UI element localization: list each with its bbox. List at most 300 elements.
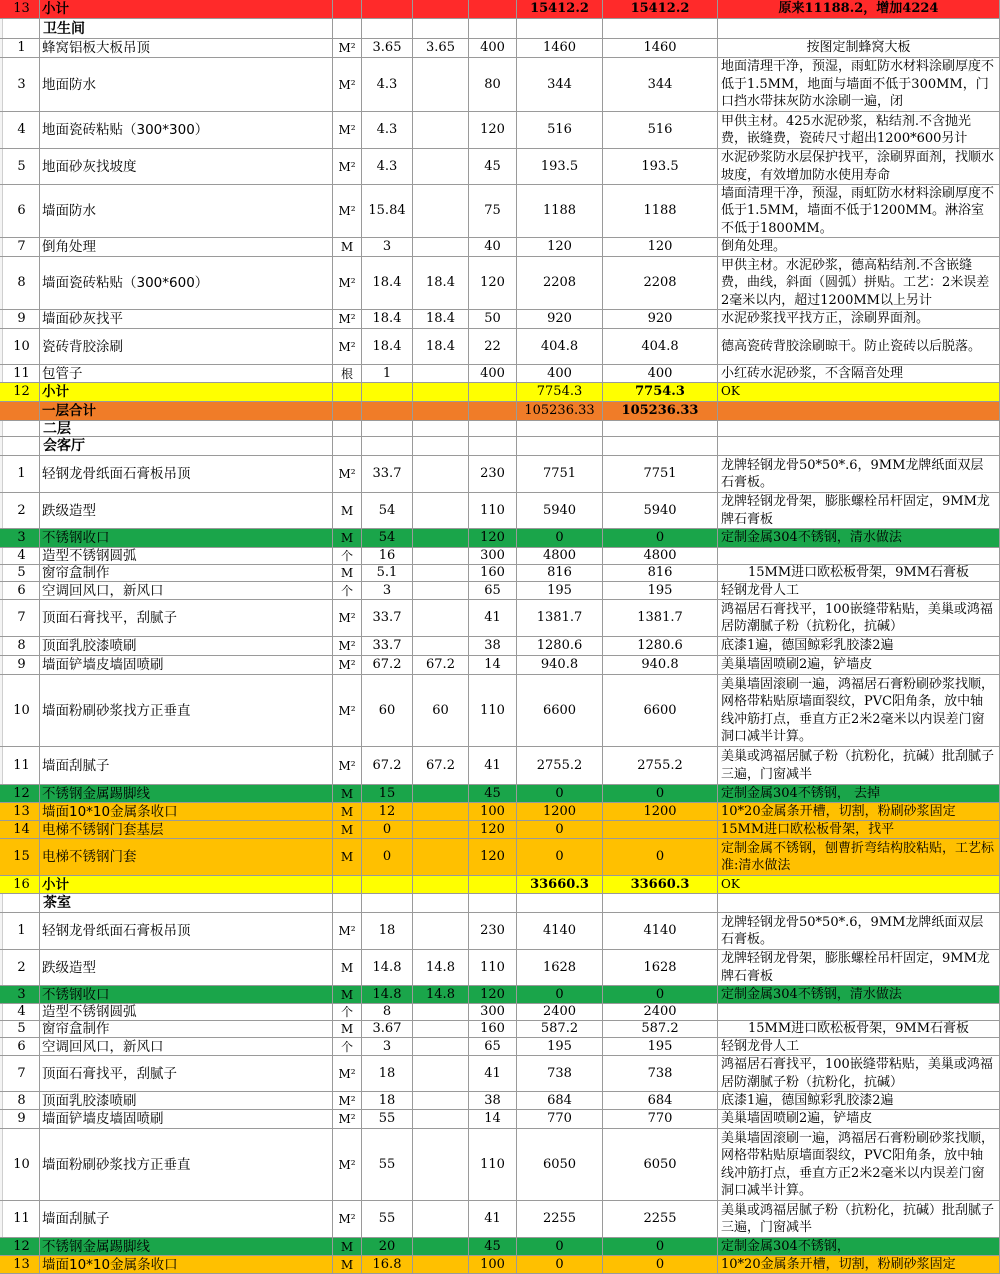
cell-price[interactable] bbox=[469, 1256, 517, 1273]
cell-qty[interactable] bbox=[362, 675, 413, 746]
cell-no[interactable] bbox=[4, 747, 40, 784]
cell-no[interactable] bbox=[4, 1092, 40, 1109]
cell-total2[interactable] bbox=[603, 257, 718, 309]
cell-note[interactable] bbox=[718, 421, 1000, 436]
cell-total2[interactable] bbox=[603, 39, 718, 57]
cell-qty[interactable] bbox=[362, 149, 413, 184]
cell-note[interactable] bbox=[718, 1092, 1000, 1109]
cell-price[interactable] bbox=[469, 565, 517, 581]
cell-price[interactable] bbox=[469, 785, 517, 802]
cell-price[interactable] bbox=[469, 548, 517, 564]
cell-no[interactable] bbox=[4, 1004, 40, 1020]
cell-qty[interactable] bbox=[362, 839, 413, 875]
cell-no[interactable] bbox=[4, 894, 40, 912]
cell-name[interactable] bbox=[40, 839, 333, 875]
cell-qty2[interactable] bbox=[413, 1092, 469, 1109]
cell-qty2[interactable] bbox=[413, 986, 469, 1003]
cell-total2[interactable] bbox=[603, 493, 718, 528]
cell-unit[interactable] bbox=[333, 19, 362, 38]
cell-name[interactable] bbox=[40, 493, 333, 528]
cell-qty2[interactable] bbox=[413, 582, 469, 599]
cell-note[interactable] bbox=[718, 149, 1000, 184]
cell-name[interactable] bbox=[40, 257, 333, 309]
cell-total2[interactable] bbox=[603, 1256, 718, 1273]
cell-qty2[interactable] bbox=[413, 656, 469, 674]
cell-price[interactable] bbox=[469, 257, 517, 309]
cell-name[interactable] bbox=[40, 637, 333, 655]
cell-total[interactable] bbox=[517, 913, 603, 949]
cell-qty2[interactable] bbox=[413, 437, 469, 455]
cell-price[interactable] bbox=[469, 894, 517, 912]
cell-unit[interactable] bbox=[333, 437, 362, 455]
cell-no[interactable] bbox=[4, 310, 40, 328]
cell-total2[interactable] bbox=[603, 656, 718, 674]
cell-qty2[interactable] bbox=[413, 529, 469, 547]
cell-price[interactable] bbox=[469, 529, 517, 547]
cell-qty2[interactable] bbox=[413, 402, 469, 420]
cell-unit[interactable] bbox=[333, 456, 362, 492]
cell-note[interactable] bbox=[718, 600, 1000, 636]
cell-unit[interactable] bbox=[333, 493, 362, 528]
cell-price[interactable] bbox=[469, 656, 517, 674]
cell-qty[interactable] bbox=[362, 310, 413, 328]
cell-name[interactable] bbox=[40, 529, 333, 547]
cell-unit[interactable] bbox=[333, 839, 362, 875]
cell-qty[interactable] bbox=[362, 456, 413, 492]
cell-total2[interactable] bbox=[603, 582, 718, 599]
cell-total2[interactable] bbox=[603, 600, 718, 636]
cell-qty2[interactable] bbox=[413, 58, 469, 111]
cell-name[interactable] bbox=[40, 1056, 333, 1091]
cell-total2[interactable] bbox=[603, 238, 718, 256]
cell-qty[interactable] bbox=[362, 329, 413, 364]
cell-no[interactable] bbox=[4, 149, 40, 184]
cell-unit[interactable] bbox=[333, 1201, 362, 1237]
cell-name[interactable] bbox=[40, 185, 333, 237]
cell-price[interactable] bbox=[469, 1129, 517, 1200]
cell-total2[interactable] bbox=[603, 913, 718, 949]
cell-name[interactable] bbox=[40, 1256, 333, 1273]
cell-no[interactable] bbox=[4, 402, 40, 420]
cell-unit[interactable] bbox=[333, 821, 362, 838]
cell-qty[interactable] bbox=[362, 1129, 413, 1200]
cell-no[interactable] bbox=[4, 365, 40, 382]
cell-total2[interactable] bbox=[603, 421, 718, 436]
cell-qty2[interactable] bbox=[413, 149, 469, 184]
cell-total[interactable] bbox=[517, 257, 603, 309]
cell-total[interactable] bbox=[517, 1021, 603, 1037]
cell-price[interactable] bbox=[469, 185, 517, 237]
cell-name[interactable] bbox=[40, 876, 333, 893]
cell-total[interactable] bbox=[517, 185, 603, 237]
cell-total[interactable] bbox=[517, 437, 603, 455]
cell-note[interactable] bbox=[718, 656, 1000, 674]
cell-note[interactable] bbox=[718, 637, 1000, 655]
cell-note[interactable] bbox=[718, 582, 1000, 599]
cell-note[interactable] bbox=[718, 529, 1000, 547]
cell-price[interactable] bbox=[469, 310, 517, 328]
cell-unit[interactable] bbox=[333, 310, 362, 328]
cell-total[interactable] bbox=[517, 1129, 603, 1200]
cell-qty[interactable] bbox=[362, 19, 413, 38]
cell-total[interactable] bbox=[517, 19, 603, 38]
cell-qty2[interactable] bbox=[413, 493, 469, 528]
cell-total[interactable] bbox=[517, 402, 603, 420]
cell-price[interactable] bbox=[469, 1038, 517, 1055]
cell-total2[interactable] bbox=[603, 529, 718, 547]
cell-price[interactable] bbox=[469, 839, 517, 875]
cell-price[interactable] bbox=[469, 986, 517, 1003]
cell-note[interactable] bbox=[718, 1110, 1000, 1128]
cell-qty[interactable] bbox=[362, 894, 413, 912]
cell-qty2[interactable] bbox=[413, 0, 469, 18]
cell-no[interactable] bbox=[4, 1238, 40, 1255]
cell-note[interactable] bbox=[718, 329, 1000, 364]
cell-qty[interactable] bbox=[362, 950, 413, 985]
cell-price[interactable] bbox=[469, 402, 517, 420]
cell-no[interactable] bbox=[4, 839, 40, 875]
cell-total2[interactable] bbox=[603, 1004, 718, 1020]
cell-unit[interactable] bbox=[333, 39, 362, 57]
cell-total[interactable] bbox=[517, 803, 603, 820]
cell-total2[interactable] bbox=[603, 894, 718, 912]
cell-price[interactable] bbox=[469, 1056, 517, 1091]
cell-total2[interactable] bbox=[603, 1201, 718, 1237]
cell-name[interactable] bbox=[40, 913, 333, 949]
cell-total2[interactable] bbox=[603, 383, 718, 401]
cell-name[interactable] bbox=[40, 58, 333, 111]
cell-note[interactable] bbox=[718, 456, 1000, 492]
cell-qty[interactable] bbox=[362, 493, 413, 528]
cell-qty2[interactable] bbox=[413, 421, 469, 436]
cell-unit[interactable] bbox=[333, 600, 362, 636]
cell-no[interactable] bbox=[4, 329, 40, 364]
cell-name[interactable] bbox=[40, 112, 333, 148]
cell-total[interactable] bbox=[517, 421, 603, 436]
cell-note[interactable] bbox=[718, 310, 1000, 328]
cell-total[interactable] bbox=[517, 894, 603, 912]
cell-total[interactable] bbox=[517, 839, 603, 875]
cell-unit[interactable] bbox=[333, 365, 362, 382]
cell-total2[interactable] bbox=[603, 112, 718, 148]
cell-qty[interactable] bbox=[362, 803, 413, 820]
cell-price[interactable] bbox=[469, 238, 517, 256]
cell-name[interactable] bbox=[40, 1092, 333, 1109]
cell-price[interactable] bbox=[469, 112, 517, 148]
cell-qty[interactable] bbox=[362, 365, 413, 382]
cell-no[interactable] bbox=[4, 600, 40, 636]
cell-unit[interactable] bbox=[333, 1056, 362, 1091]
cell-total2[interactable] bbox=[603, 565, 718, 581]
cell-no[interactable] bbox=[4, 456, 40, 492]
cell-name[interactable] bbox=[40, 1038, 333, 1055]
cell-name[interactable] bbox=[40, 1238, 333, 1255]
cell-price[interactable] bbox=[469, 383, 517, 401]
cell-unit[interactable] bbox=[333, 383, 362, 401]
cell-qty2[interactable] bbox=[413, 894, 469, 912]
cell-no[interactable] bbox=[4, 1021, 40, 1037]
cell-name[interactable] bbox=[40, 149, 333, 184]
cell-total[interactable] bbox=[517, 600, 603, 636]
cell-price[interactable] bbox=[469, 803, 517, 820]
cell-total2[interactable] bbox=[603, 58, 718, 111]
cell-total[interactable] bbox=[517, 112, 603, 148]
cell-total[interactable] bbox=[517, 529, 603, 547]
cell-note[interactable] bbox=[718, 383, 1000, 401]
cell-total[interactable] bbox=[517, 456, 603, 492]
cell-unit[interactable] bbox=[333, 565, 362, 581]
cell-qty[interactable] bbox=[362, 529, 413, 547]
cell-total2[interactable] bbox=[603, 1110, 718, 1128]
cell-total2[interactable] bbox=[603, 329, 718, 364]
cell-unit[interactable] bbox=[333, 112, 362, 148]
cell-no[interactable] bbox=[4, 950, 40, 985]
cell-price[interactable] bbox=[469, 19, 517, 38]
cell-note[interactable] bbox=[718, 19, 1000, 38]
cell-note[interactable] bbox=[718, 1004, 1000, 1020]
cell-total2[interactable] bbox=[603, 821, 718, 838]
cell-total2[interactable] bbox=[603, 1129, 718, 1200]
cell-name[interactable] bbox=[40, 39, 333, 57]
cell-note[interactable] bbox=[718, 365, 1000, 382]
cell-unit[interactable] bbox=[333, 876, 362, 893]
cell-qty2[interactable] bbox=[413, 238, 469, 256]
cell-qty2[interactable] bbox=[413, 876, 469, 893]
cell-note[interactable] bbox=[718, 876, 1000, 893]
cell-qty[interactable] bbox=[362, 1092, 413, 1109]
cell-qty[interactable] bbox=[362, 548, 413, 564]
cell-note[interactable] bbox=[718, 565, 1000, 581]
cell-total[interactable] bbox=[517, 365, 603, 382]
cell-total2[interactable] bbox=[603, 803, 718, 820]
cell-no[interactable] bbox=[4, 437, 40, 455]
cell-name[interactable] bbox=[40, 894, 333, 912]
cell-name[interactable] bbox=[40, 565, 333, 581]
cell-name[interactable] bbox=[40, 1201, 333, 1237]
cell-note[interactable] bbox=[718, 675, 1000, 746]
cell-name[interactable] bbox=[40, 0, 333, 18]
cell-name[interactable] bbox=[40, 383, 333, 401]
cell-total[interactable] bbox=[517, 986, 603, 1003]
cell-price[interactable] bbox=[469, 675, 517, 746]
cell-total[interactable] bbox=[517, 785, 603, 802]
cell-price[interactable] bbox=[469, 747, 517, 784]
cell-no[interactable] bbox=[4, 421, 40, 436]
cell-unit[interactable] bbox=[333, 257, 362, 309]
cell-no[interactable] bbox=[4, 656, 40, 674]
cell-qty[interactable] bbox=[362, 637, 413, 655]
cell-no[interactable] bbox=[4, 565, 40, 581]
cell-qty[interactable] bbox=[362, 437, 413, 455]
cell-total[interactable] bbox=[517, 493, 603, 528]
cell-name[interactable] bbox=[40, 365, 333, 382]
cell-no[interactable] bbox=[4, 986, 40, 1003]
cell-qty2[interactable] bbox=[413, 1110, 469, 1128]
cell-price[interactable] bbox=[469, 600, 517, 636]
cell-total[interactable] bbox=[517, 656, 603, 674]
cell-name[interactable] bbox=[40, 803, 333, 820]
cell-total[interactable] bbox=[517, 149, 603, 184]
cell-unit[interactable] bbox=[333, 548, 362, 564]
cell-note[interactable] bbox=[718, 785, 1000, 802]
cell-name[interactable] bbox=[40, 310, 333, 328]
cell-qty[interactable] bbox=[362, 185, 413, 237]
cell-total2[interactable] bbox=[603, 839, 718, 875]
cell-note[interactable] bbox=[718, 803, 1000, 820]
cell-no[interactable] bbox=[4, 876, 40, 893]
cell-note[interactable] bbox=[718, 894, 1000, 912]
cell-qty[interactable] bbox=[362, 402, 413, 420]
cell-qty2[interactable] bbox=[413, 1256, 469, 1273]
cell-no[interactable] bbox=[4, 675, 40, 746]
cell-total[interactable] bbox=[517, 1092, 603, 1109]
cell-name[interactable] bbox=[40, 1021, 333, 1037]
cell-note[interactable] bbox=[718, 185, 1000, 237]
cell-unit[interactable] bbox=[333, 1129, 362, 1200]
cell-qty2[interactable] bbox=[413, 39, 469, 57]
cell-name[interactable] bbox=[40, 675, 333, 746]
cell-total2[interactable] bbox=[603, 149, 718, 184]
cell-total2[interactable] bbox=[603, 185, 718, 237]
cell-total2[interactable] bbox=[603, 1021, 718, 1037]
cell-total[interactable] bbox=[517, 1038, 603, 1055]
cell-total[interactable] bbox=[517, 876, 603, 893]
cell-unit[interactable] bbox=[333, 1021, 362, 1037]
cell-qty2[interactable] bbox=[413, 600, 469, 636]
cell-no[interactable] bbox=[4, 821, 40, 838]
cell-name[interactable] bbox=[40, 986, 333, 1003]
cell-qty[interactable] bbox=[362, 1021, 413, 1037]
cell-total2[interactable] bbox=[603, 637, 718, 655]
cell-total2[interactable] bbox=[603, 986, 718, 1003]
cell-qty2[interactable] bbox=[413, 1004, 469, 1020]
cell-unit[interactable] bbox=[333, 1004, 362, 1020]
cell-note[interactable] bbox=[718, 0, 1000, 18]
cell-note[interactable] bbox=[718, 548, 1000, 564]
cell-total[interactable] bbox=[517, 39, 603, 57]
cell-qty[interactable] bbox=[362, 565, 413, 581]
cell-qty2[interactable] bbox=[413, 185, 469, 237]
cell-total[interactable] bbox=[517, 329, 603, 364]
cell-total2[interactable] bbox=[603, 1038, 718, 1055]
cell-price[interactable] bbox=[469, 1201, 517, 1237]
cell-qty[interactable] bbox=[362, 58, 413, 111]
cell-name[interactable] bbox=[40, 238, 333, 256]
cell-no[interactable] bbox=[4, 19, 40, 38]
cell-total[interactable] bbox=[517, 582, 603, 599]
cell-qty2[interactable] bbox=[413, 329, 469, 364]
cell-name[interactable] bbox=[40, 19, 333, 38]
cell-unit[interactable] bbox=[333, 149, 362, 184]
cell-unit[interactable] bbox=[333, 402, 362, 420]
cell-qty2[interactable] bbox=[413, 675, 469, 746]
cell-no[interactable] bbox=[4, 1038, 40, 1055]
cell-no[interactable] bbox=[4, 493, 40, 528]
cell-price[interactable] bbox=[469, 876, 517, 893]
cell-qty2[interactable] bbox=[413, 1021, 469, 1037]
cell-qty2[interactable] bbox=[413, 839, 469, 875]
cell-no[interactable] bbox=[4, 58, 40, 111]
cell-unit[interactable] bbox=[333, 582, 362, 599]
cell-qty[interactable] bbox=[362, 785, 413, 802]
cell-name[interactable] bbox=[40, 548, 333, 564]
cell-qty2[interactable] bbox=[413, 785, 469, 802]
cell-unit[interactable] bbox=[333, 1038, 362, 1055]
cell-total2[interactable] bbox=[603, 365, 718, 382]
cell-qty[interactable] bbox=[362, 1201, 413, 1237]
cell-price[interactable] bbox=[469, 1238, 517, 1255]
cell-qty2[interactable] bbox=[413, 383, 469, 401]
cell-note[interactable] bbox=[718, 1201, 1000, 1237]
cell-name[interactable] bbox=[40, 821, 333, 838]
cell-qty[interactable] bbox=[362, 39, 413, 57]
cell-no[interactable] bbox=[4, 238, 40, 256]
cell-qty[interactable] bbox=[362, 656, 413, 674]
cell-total[interactable] bbox=[517, 383, 603, 401]
cell-note[interactable] bbox=[718, 747, 1000, 784]
cell-qty[interactable] bbox=[362, 257, 413, 309]
cell-no[interactable] bbox=[4, 1201, 40, 1237]
cell-total2[interactable] bbox=[603, 1238, 718, 1255]
cell-no[interactable] bbox=[4, 0, 40, 18]
cell-name[interactable] bbox=[40, 421, 333, 436]
cell-qty2[interactable] bbox=[413, 565, 469, 581]
cell-qty[interactable] bbox=[362, 421, 413, 436]
cell-no[interactable] bbox=[4, 548, 40, 564]
cell-qty2[interactable] bbox=[413, 1129, 469, 1200]
cell-no[interactable] bbox=[4, 1256, 40, 1273]
cell-total2[interactable] bbox=[603, 437, 718, 455]
cell-unit[interactable] bbox=[333, 913, 362, 949]
cell-qty[interactable] bbox=[362, 1256, 413, 1273]
cell-note[interactable] bbox=[718, 1038, 1000, 1055]
cell-unit[interactable] bbox=[333, 656, 362, 674]
cell-name[interactable] bbox=[40, 1004, 333, 1020]
cell-qty2[interactable] bbox=[413, 257, 469, 309]
cell-unit[interactable] bbox=[333, 785, 362, 802]
cell-qty2[interactable] bbox=[413, 19, 469, 38]
cell-unit[interactable] bbox=[333, 675, 362, 746]
cell-name[interactable] bbox=[40, 785, 333, 802]
cell-total[interactable] bbox=[517, 675, 603, 746]
cell-price[interactable] bbox=[469, 58, 517, 111]
cell-total2[interactable] bbox=[603, 785, 718, 802]
cell-no[interactable] bbox=[4, 257, 40, 309]
cell-unit[interactable] bbox=[333, 747, 362, 784]
cell-unit[interactable] bbox=[333, 58, 362, 111]
cell-unit[interactable] bbox=[333, 529, 362, 547]
cell-qty[interactable] bbox=[362, 986, 413, 1003]
cell-note[interactable] bbox=[718, 58, 1000, 111]
cell-unit[interactable] bbox=[333, 329, 362, 364]
cell-price[interactable] bbox=[469, 437, 517, 455]
cell-note[interactable] bbox=[718, 913, 1000, 949]
cell-total2[interactable] bbox=[603, 19, 718, 38]
cell-no[interactable] bbox=[4, 785, 40, 802]
cell-qty[interactable] bbox=[362, 600, 413, 636]
cell-unit[interactable] bbox=[333, 421, 362, 436]
cell-qty[interactable] bbox=[362, 1110, 413, 1128]
cell-no[interactable] bbox=[4, 1129, 40, 1200]
cell-total[interactable] bbox=[517, 1238, 603, 1255]
cell-price[interactable] bbox=[469, 329, 517, 364]
cell-total2[interactable] bbox=[603, 1056, 718, 1091]
cell-qty2[interactable] bbox=[413, 913, 469, 949]
cell-qty[interactable] bbox=[362, 383, 413, 401]
cell-name[interactable] bbox=[40, 656, 333, 674]
cell-qty2[interactable] bbox=[413, 1056, 469, 1091]
cell-no[interactable] bbox=[4, 185, 40, 237]
